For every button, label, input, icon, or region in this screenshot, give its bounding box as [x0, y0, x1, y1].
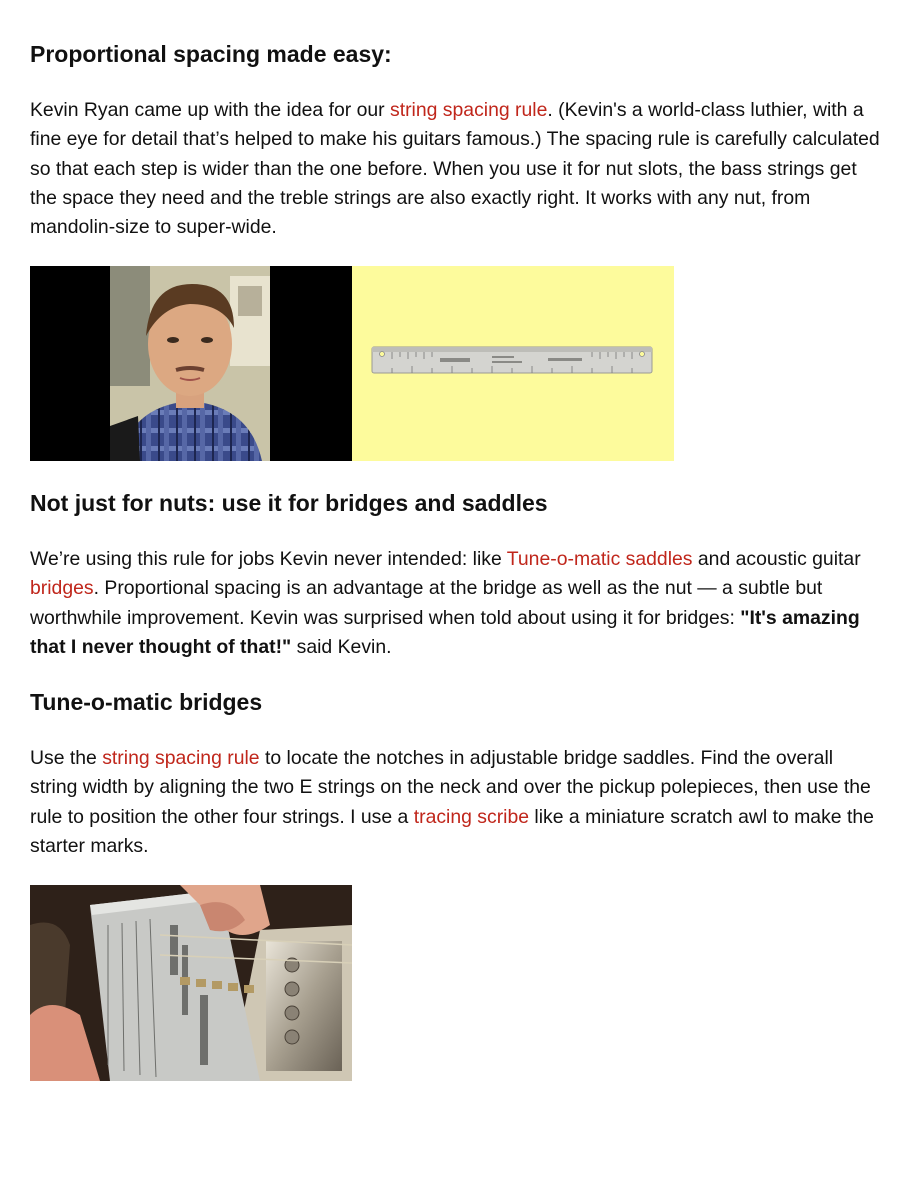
link-string-spacing-rule[interactable]: string spacing rule: [390, 99, 548, 121]
link-string-spacing-rule-2[interactable]: string spacing rule: [102, 747, 260, 769]
link-tune-o-matic-saddles[interactable]: Tune-o-matic saddles: [506, 548, 693, 570]
kevin-quote: "It's amazing that I never thought of that!": [30, 606, 860, 658]
kevin-ryan-photo: [30, 266, 352, 461]
ruler-photo: [352, 266, 674, 461]
link-tracing-scribe[interactable]: tracing scribe: [413, 805, 530, 828]
heading-proportional-spacing: Proportional spacing made easy:: [30, 41, 392, 67]
portrait-image: [110, 266, 270, 461]
paragraph-intro: Kevin Ryan came up with the idea for our string spacing rule. (Kevin's a world-class luthier, with a fine eye for detail that’s helped to make his guitars famous.) The spacing rule is carefully calculated so that each step is wider than the one before. When you use it for nut slots, the bass strings get the space they need and the treble strings are also exactly right. It works with any nut, from mandolin-size to super-wide.: [30, 99, 880, 239]
paragraph-tune-o-matic: Use the string spacing rule to locate the notches in adjustable bridge saddles. Find the overall string width by aligning the two E strings on the neck and over the pickup polepieces, then use the rule to position the other four strings. I use a tracing scribe like a miniature scratch awl to make the starter marks.: [30, 747, 874, 857]
photo-strip: [30, 266, 674, 461]
link-bridges[interactable]: bridges: [30, 577, 94, 600]
heading-tune-o-matic-bridges: Tune-o-matic bridges: [30, 689, 263, 715]
heading-bridges-and-saddles: Not just for nuts: use it for bridges and saddles: [30, 490, 548, 516]
paragraph-bridges: We’re using this rule for jobs Kevin never intended: like Tune-o-matic saddles and acoustic guitar bridges. Proportional spacing is an advantage at the bridge as well as the nut — a subtle but worthwhile improvement. Kevin was surprised when told about using it for bridges: "It's amazing that I never thought of that!" said Kevin.: [30, 548, 861, 658]
tune-o-matic-photo: [30, 885, 352, 1081]
